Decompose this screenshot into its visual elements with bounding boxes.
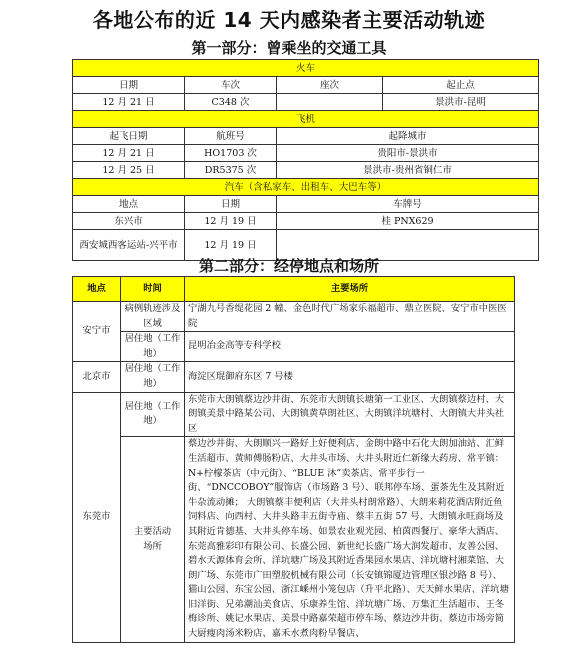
- plane-row-flight: DR5375 次: [185, 162, 277, 179]
- part2-heading: 第二部分：经停地点和场所: [198, 257, 379, 275]
- places-header-time: 时间: [121, 277, 185, 302]
- train-row-date: 12 月 21 日: [73, 94, 185, 111]
- plane-header-date: 起飞日期: [73, 128, 185, 145]
- row-detail: 昆明冶金高等专科学校: [185, 332, 515, 362]
- plane-header-flight: 航班号: [185, 128, 277, 145]
- row-time: 病例轨迹涉及区域: [121, 302, 185, 332]
- page-title: 各地公布的近 14 天内感染者主要活动轨迹: [92, 8, 486, 32]
- plane-row-date: 12 月 21 日: [73, 145, 185, 162]
- plane-section-label: 飞机: [73, 111, 539, 128]
- car-section-label: 汽车（含私家车、出租车、大巴车等）: [73, 179, 539, 196]
- row-detail: 东莞市大朗镇蔡边沙井街、东莞市大朗镇长塘第一工业区、大朗镇蔡边村、大朗镇美景中路某公司、大朗镇黄草朗社区、大朗镇洋坑塘村、大朗镇大井头社区: [185, 392, 515, 437]
- train-header-number: 车次: [185, 77, 277, 94]
- car-row-date: 12 月 19 日: [185, 213, 277, 230]
- row-detail: 宁湖九号香缇花园 2 幢、金色时代广场家乐福超市、鼎立医院、安宁市中医医院: [185, 302, 515, 332]
- group-place-beijing: 北京市: [73, 362, 121, 392]
- places-table: [72, 276, 515, 643]
- row-detail: 海淀区琨御府东区 7 号楼: [185, 362, 515, 392]
- car-header-date: 日期: [185, 196, 277, 213]
- train-header-date: 日期: [73, 77, 185, 94]
- plane-row-date: 12 月 25 日: [73, 162, 185, 179]
- plane-row-flight: HO1703 次: [185, 145, 277, 162]
- places-header-detail: 主要场所: [185, 277, 515, 302]
- car-row-plate: 桂 PNX629: [277, 213, 539, 230]
- car-header-place: 地点: [73, 196, 185, 213]
- group-place-dongguan: 东莞市: [73, 392, 121, 642]
- plane-header-cities: 起降城市: [277, 128, 539, 145]
- train-header-seat: 座次: [277, 77, 383, 94]
- places-header-place: 地点: [73, 277, 121, 302]
- group-place-anning: 安宁市: [73, 302, 121, 362]
- train-row-seat: [277, 94, 383, 111]
- plane-row-cities: 贵阳市-景洪市: [277, 145, 539, 162]
- transport-table: [72, 59, 539, 261]
- row-time: 居住地（工作地）: [121, 332, 185, 362]
- plane-row-cities: 景洪市-贵州省铜仁市: [277, 162, 539, 179]
- train-header-route: 起止点: [383, 77, 539, 94]
- row-time: 主要活动场所: [121, 437, 185, 642]
- row-time: 居住地（工作地）: [121, 392, 185, 437]
- part1-heading: 第一部分：曾乘坐的交通工具: [191, 39, 387, 57]
- car-header-plate: 车牌号: [277, 196, 539, 213]
- car-row-place: 东兴市: [73, 213, 185, 230]
- train-section-label: 火车: [73, 60, 539, 77]
- train-row-route: 景洪市-昆明: [383, 94, 539, 111]
- train-row-number: C348 次: [185, 94, 277, 111]
- row-time: 居住地（工作地）: [121, 362, 185, 392]
- car-row-place: 西安城西客运站-兴平市: [73, 230, 185, 261]
- car-row-date: 12 月 19 日: [185, 230, 277, 261]
- row-detail: 蔡边沙井街、大朗顺兴一路好上好便利店、金朗中路中石化大朗加油站、汇鲜生活超市、黄师傅肠粉店、大井头市场、大井头附近仁新缘大药房、常平镇：N+柠檬茶店（中元街）、“BLUE 沐”卖茶店、常平步行一街、“DNCCOBOY”服饰店（市场路 3 号）、联邦停车场、蛋茶先生及其附近牛杂流动摊； 大朗镇蔡丰便利店（大井头村朗常路）、大朗来莉花酒店附近鱼饲料店、向西村、大井头路丰五街寺庙、蔡丰五街 57 号、大朗镇永旺商场及其附近肯德基、大井头停车场、如景农业观光园、柏茵西餐厅、豪华大酒店、东莞高雅彩印有限公司、长盛公园、新世纪长盛广场大润发超市、友善公园、碧水天源体育会所、洋坑塘广场及其附近香果园水果店、洋坑塘村湘菜馆、大朗广场、东莞市广田塑胶机械有限公司（长安镇锦厦边管理区银沙路 8 号）、猫山公园、东宝公园、浙江嵊州小笼包店（升平北路）、天天鲜水果店、洋坑塘旧洋街、兄弟潮汕美食店、乐康养生馆、洋坑塘广场、万集汇生活超市、王冬梅诊所、姚记水果店、美景中路嘉荣超市停车场、蔡边沙井街、蔡边市场旁简大厨瘦肉汤米粉店、嘉禾水煮肉粉早餐店、: [185, 437, 515, 642]
